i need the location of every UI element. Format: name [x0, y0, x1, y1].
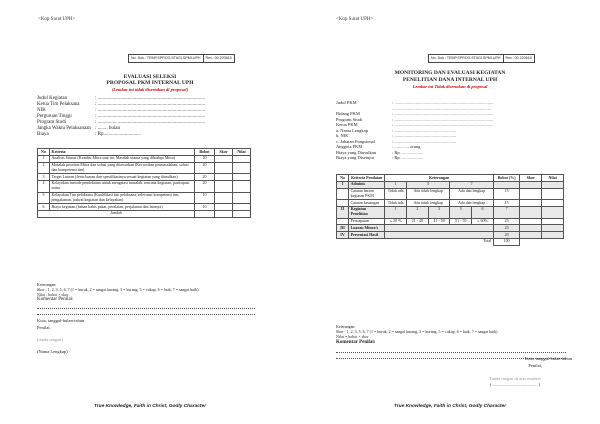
footer-motto: True Knowledge, Faith in Christ, Godly Character	[393, 404, 507, 409]
bobot-value: 20	[493, 232, 520, 239]
cell-kriteria: Biaya kegiatan (bahan habis pakai, peralatan, perjalanan dan lainnya)	[50, 204, 195, 211]
field-value[interactable]: : ........................................................................................	[392, 100, 494, 105]
doc-info-box	[128, 54, 235, 63]
field-value[interactable]: : ......................................................................................	[95, 108, 206, 113]
right-page	[300, 0, 600, 424]
score-num: 7	[493, 206, 520, 218]
section-no: IV	[337, 232, 349, 239]
total-cell	[215, 210, 233, 217]
header-bobot: Bobot	[195, 149, 215, 156]
keterangan-title: Keterangan:	[37, 282, 57, 287]
score-num: 7	[450, 181, 493, 188]
doc-number: No. Dok.: TEMP.SPROG.STAGI.SPMI-UPH	[131, 56, 201, 60]
total-label: Total	[483, 238, 492, 244]
total-cell	[233, 210, 251, 217]
nilai-formula: Nilai : bobot × skor	[37, 292, 69, 297]
score-num: 2	[407, 206, 429, 218]
keterangan-title: Keterangan:	[336, 324, 356, 329]
cell-skor[interactable]	[215, 155, 233, 162]
kop-surat: <Kop Surat UPH>	[336, 17, 374, 22]
criteria-label: Pencapaian	[349, 218, 385, 225]
form-fields	[37, 96, 205, 138]
form-field-row	[336, 155, 493, 161]
keterangan-text: Skor : 1, 2, 3, 5, 6, 7 (1 = buruk, 2 = sangat kurang, 3 = kurang, 5 = cukup, 6 = baik, 7 = sangat baik)	[37, 287, 199, 292]
criteria-desc: 51 - 59	[450, 218, 472, 225]
cell-nilai[interactable]	[233, 174, 251, 181]
kota-tanggal: Kota, tanggal-bulan-tahun	[524, 356, 572, 361]
form-field-row	[37, 132, 205, 138]
cell-no: 3	[38, 174, 50, 181]
doc-revision: Rev.: 00 220816	[203, 55, 234, 62]
field-label: Program Studi	[37, 120, 67, 125]
cell-skor[interactable]	[215, 174, 233, 181]
field-value[interactable]: : ......................................................................................	[95, 114, 206, 119]
nama-lengkap: ( ........................................ )	[489, 382, 541, 387]
signature-placeholder: (tanda tangan)	[37, 337, 63, 342]
cell-bobot: 10	[195, 204, 215, 211]
field-label: Program Studi	[336, 116, 363, 122]
cell-kriteria: Masalah prioritas Mitra dan solusi yang ditawarkan (Kecocokan permasalahan, solusi dan kompetensi tim)	[50, 162, 195, 174]
field-label: Perguruan Tinggi	[37, 114, 72, 119]
criteria-desc: 41 - 50	[428, 218, 450, 225]
form-fields	[336, 100, 493, 161]
criteria-table	[37, 148, 251, 218]
bobot-value: 25	[493, 225, 520, 232]
penilai-label: Penilai,	[528, 363, 542, 368]
header-nilai: Nilai	[542, 175, 564, 182]
criteria-label: Catatan harian kegiatan PKM	[349, 188, 385, 200]
cell-bobot: 20	[195, 155, 215, 162]
cell-bobot: 20	[195, 174, 215, 181]
field-label: Anggota PKM	[336, 144, 363, 149]
cell-nilai[interactable]	[233, 180, 251, 192]
total-cell	[195, 210, 215, 217]
table-row	[38, 174, 251, 181]
header-nilai: Nilai	[233, 149, 251, 156]
cell-no: 2	[38, 162, 50, 174]
komentar-line-2	[37, 314, 255, 315]
page-title: EVALUASI SELEKSI	[123, 74, 177, 80]
header-no: No	[38, 149, 50, 156]
criteria-desc: Ada tidak lengkap	[407, 188, 450, 200]
cell-bobot: 20	[195, 162, 215, 174]
komentar-label: Komentar Penilai:	[336, 340, 376, 345]
kota-tanggal: Kota, tanggal-bulan-tahun	[37, 318, 85, 323]
criteria-desc: ≤ 20 %	[385, 218, 407, 225]
total-label: Jumlah	[38, 210, 195, 217]
score-num: 5	[450, 206, 472, 218]
komentar-label: Komentar Penilai:	[37, 297, 74, 302]
cell-nilai[interactable]	[233, 192, 251, 204]
doc-number: No. Dok.: TEMP.SPROG.STAGI.SPMI-UPH	[431, 56, 501, 60]
komentar-line-1	[37, 308, 255, 309]
komentar-line-1	[336, 352, 566, 353]
page-subtitle: (Lembar ini tidak disertakan di proposal)	[111, 87, 189, 92]
cell-no: 6	[38, 204, 50, 211]
field-value[interactable]: : ........ bulan	[95, 126, 120, 131]
header-kriteria: Kriteria	[50, 149, 195, 156]
cell-skor[interactable]	[215, 192, 233, 204]
section-no: III	[337, 225, 349, 232]
field-label: Jangka Waktu Pelaksanaan	[37, 126, 91, 131]
page-title-2: PROPOSAL PKM INTERNAL UPH	[106, 80, 194, 86]
criteria-desc: 21 - 40	[407, 218, 429, 225]
field-label: Ketua Tim Pelaksana	[37, 102, 80, 107]
field-value[interactable]: : Rp. ...................	[392, 155, 424, 160]
field-label: Judul PKM	[336, 100, 357, 105]
field-label: NIK	[37, 108, 46, 113]
nilai-formula: Nilai = bobot × skor	[336, 334, 369, 339]
header-bobot: Bobot (%)	[493, 175, 520, 182]
doc-revision: Rev.: 00 220816	[503, 55, 534, 62]
section-no: II	[337, 206, 349, 218]
bobot-value: 15	[493, 188, 520, 200]
cell-kriteria: Analisis Situasi (Kondisi Mitra saat ini, Masalah utama yang dihadapi Mitra)	[50, 155, 195, 162]
criteria-label: Catatan keuangan	[349, 200, 385, 207]
kop-surat: <Kop Surat UPH>	[38, 17, 76, 22]
field-label: c. Jabatan Fungsional	[336, 138, 375, 144]
page-subtitle: Lembar ini Tidak disertakan di proposal	[412, 84, 488, 89]
bobot-value: 15	[493, 200, 520, 207]
cell-nilai[interactable]	[233, 204, 251, 211]
cell-bobot: 20	[195, 180, 215, 192]
signature-placeholder: Tanda tangan di atas materai	[489, 376, 541, 381]
field-value[interactable]: : ......................................................................................	[95, 120, 206, 125]
criteria-desc: Tidak ada	[385, 188, 407, 200]
field-value[interactable]: : .......................................................	[392, 127, 457, 133]
cell-skor[interactable]	[215, 180, 233, 192]
field-label: a. Nama Lengkap	[336, 127, 368, 133]
table-row	[38, 180, 251, 192]
cell-skor[interactable]	[215, 204, 233, 211]
bobot-value: 25	[493, 218, 520, 225]
field-value[interactable]: ........................................................................................	[392, 105, 491, 111]
field-value[interactable]: : ........................................................................................	[392, 122, 494, 127]
field-label: b. NIK	[336, 133, 349, 138]
score-num: 1	[385, 206, 407, 218]
cell-bobot: 10	[195, 192, 215, 204]
field-value[interactable]: : ........................................................................................	[392, 116, 494, 122]
header-no: No	[337, 175, 349, 182]
cell-kriteria: Target Luaran (Jenis luaran dan spesifikasinya sesuai kegiatan yang diusulkan)	[50, 174, 195, 181]
section-label: Persentasi Hasil	[349, 232, 385, 239]
field-label: Biaya yang Disetujui	[336, 155, 374, 160]
criteria-desc: Ada tidak lengkap	[407, 200, 450, 207]
monev-table	[336, 174, 564, 246]
score-num: 6	[472, 206, 494, 218]
table-row	[38, 192, 251, 204]
field-value[interactable]: : .......................................................	[392, 133, 457, 138]
cell-no: 4	[38, 180, 50, 192]
cell-no: 1	[38, 155, 50, 162]
table-row	[38, 204, 251, 211]
field-value[interactable]: : Rp..............................	[95, 132, 141, 137]
header-keterangan: Keterangan	[385, 175, 494, 182]
cell-kriteria: Kelayakan metode pendekatan untuk mengatasi masalah, rencana kegiatan, partisipasi mitra	[50, 180, 195, 192]
section-label: Kegiatan Penelitian	[349, 206, 385, 218]
field-label: Bidang PKM	[336, 111, 360, 116]
total-row	[38, 210, 251, 217]
header-kriteria: Kriteria Penilaian	[349, 175, 385, 182]
cell-skor[interactable]	[215, 162, 233, 174]
field-value[interactable]: : ............. orang	[392, 144, 421, 149]
criteria-desc: Ada dan lengkap	[450, 188, 493, 200]
field-value[interactable]: : ........................................................................................	[392, 111, 494, 116]
field-value[interactable]: : ......................................................................................	[95, 102, 206, 107]
field-value[interactable]: : Rp. ...................	[392, 149, 424, 155]
score-num: 3	[428, 206, 450, 218]
field-value[interactable]: : .......................................................	[392, 138, 457, 144]
field-label: Ketua PKM	[336, 122, 358, 127]
table-row	[38, 155, 251, 162]
page-title-2: PENELITIAN DANA INTERNAL UPH	[402, 77, 498, 83]
score-num: 1	[385, 181, 407, 188]
section-label: Luaran Minor/s	[349, 225, 385, 232]
keterangan-text: Skor : 1, 2, 3, 5, 6, 7 (1 = buruk, 2 = sangat kurang, 3 = kurang, 5 = cukup, 6 = baik, 7 = sangat baik)	[336, 329, 498, 334]
score-num: 5	[407, 181, 450, 188]
field-label: Biaya yang Diusulkan	[336, 149, 376, 155]
cell-nilai[interactable]	[233, 162, 251, 174]
criteria-desc: Ada dan lengkap	[450, 200, 493, 207]
section-label: Adminis	[349, 181, 385, 188]
page-title: MONITORING DAN EVALUASI KEGIATAN	[394, 70, 506, 76]
criteria-desc: Tidak ada	[385, 200, 407, 207]
header-skor: Skor	[520, 175, 542, 182]
table-row	[38, 162, 251, 174]
cell-nilai[interactable]	[233, 155, 251, 162]
cell-no: 5	[38, 192, 50, 204]
field-label: Biaya	[37, 132, 49, 137]
doc-info-box	[428, 54, 535, 63]
criteria-desc: ≥ 60%	[472, 218, 494, 225]
field-value[interactable]: : ......................................................................................	[95, 96, 206, 101]
field-label: Judul Kegiatan	[37, 96, 68, 101]
total-value: 100	[493, 238, 520, 245]
header-skor: Skor	[215, 149, 233, 156]
nama-lengkap: (Nama Lengkap)	[37, 349, 68, 354]
section-no: I	[337, 181, 349, 188]
penilai-label: Penilai,	[37, 325, 51, 330]
cell-kriteria: Kelayakan Tim pelaksana (Kualifikasi tim pelaksana, relevansi kompetensi tim, pengalaman, jadwal kegiatan dan kelayakan)	[50, 192, 195, 204]
footer-motto: True Knowledge, Faith in Christ, Godly Character	[93, 404, 207, 409]
